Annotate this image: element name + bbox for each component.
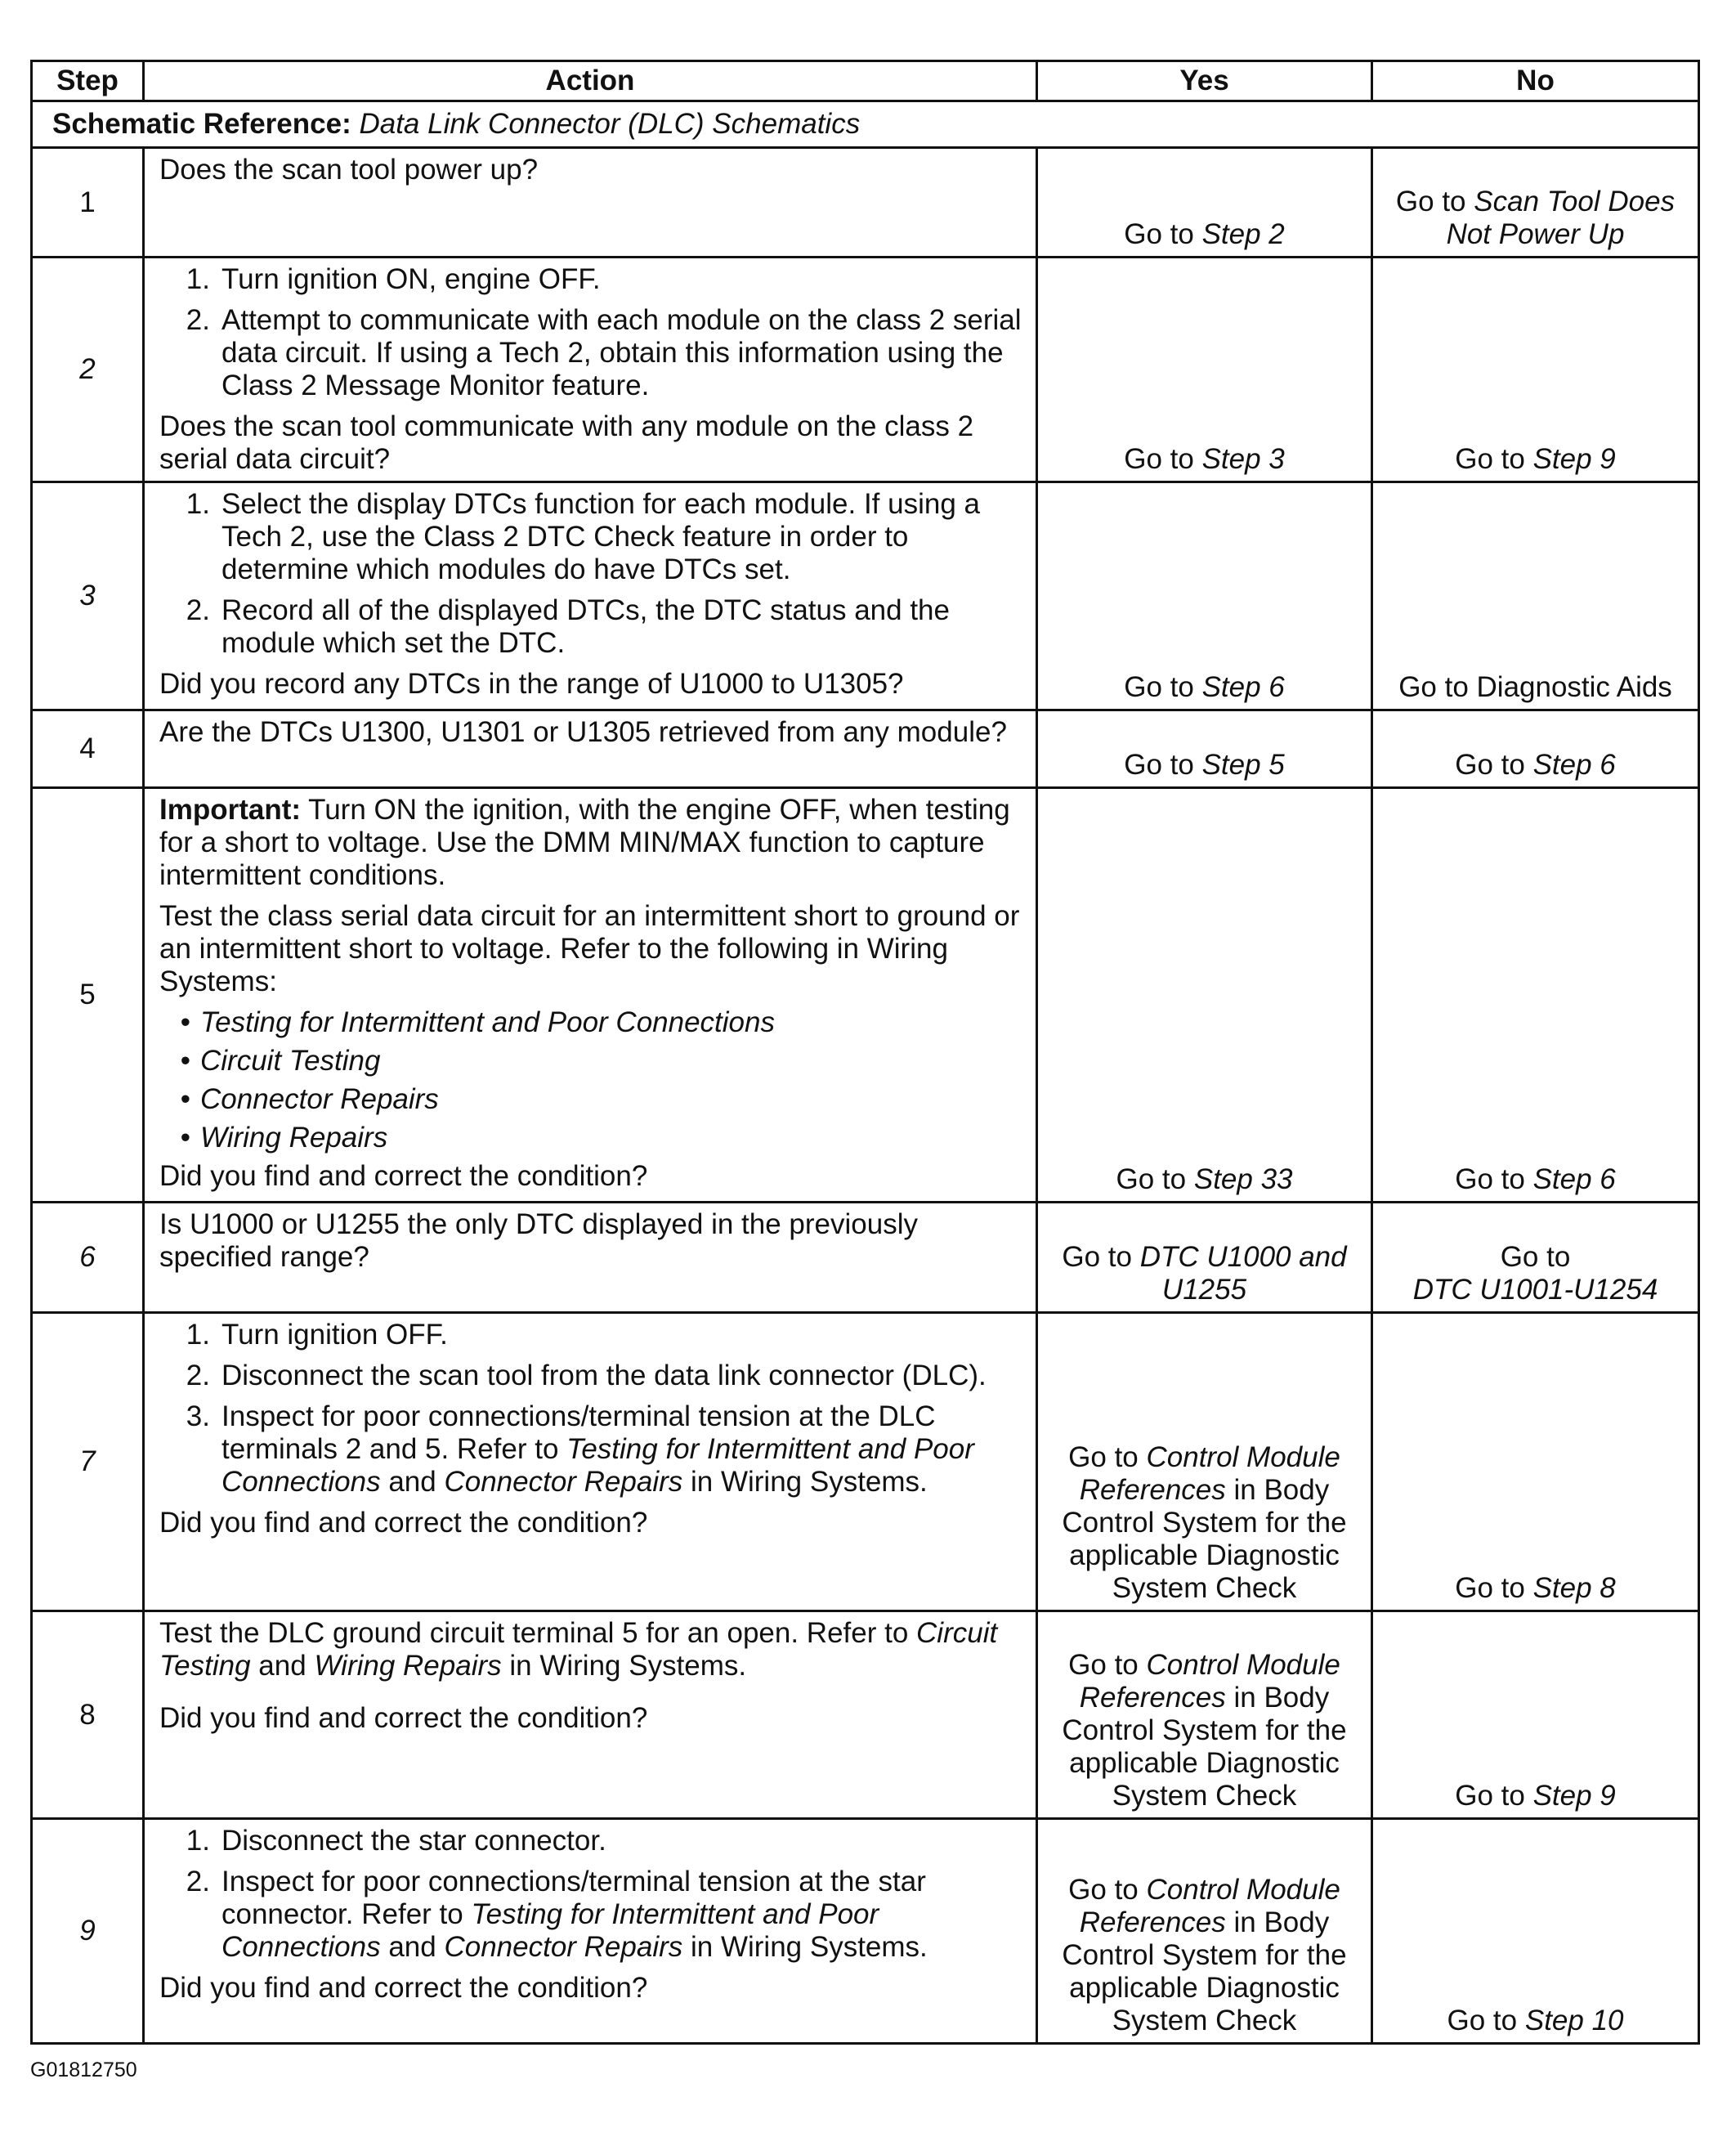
table-row	[32, 1819, 1699, 2044]
header-yes: Yes	[1037, 61, 1372, 101]
yes-link[interactable]: DTC U1000 and U1255	[1139, 1241, 1347, 1306]
test-instruction: Test the class serial data circuit for an intermittent short to ground or an intermittent short to voltage. Refer to the following in Wiring Systems:	[159, 900, 1020, 997]
yes-link[interactable]: Control Module References	[1079, 1441, 1340, 1506]
yes-link[interactable]: Step 2	[1201, 218, 1285, 250]
step-number: 8	[32, 1611, 144, 1819]
step-number: 6	[32, 1203, 144, 1313]
no-link[interactable]: DTC U1001-U1254	[1412, 1274, 1658, 1306]
action-cell	[144, 1313, 1037, 1611]
no-link[interactable]: Step 6	[1532, 749, 1616, 781]
yes-cell: Go to Step 33	[1037, 788, 1372, 1203]
header-no: No	[1372, 61, 1699, 101]
diagnostic-table	[30, 60, 1700, 2045]
diagnostic-table-container	[30, 60, 1698, 2045]
action-cell	[144, 1203, 1037, 1313]
test-instruction: Test the DLC ground circuit terminal 5 for an open. Refer to Circuit Testing and Wiring Repairs in Wiring Systems.	[159, 1617, 998, 1682]
schematic-reference-label: Schematic Reference:	[52, 108, 351, 140]
reference-link[interactable]: Testing for Intermittent and Poor Connections	[221, 1898, 879, 1963]
question: Did you find and correct the condition?	[159, 1702, 648, 1734]
schematic-reference-row	[32, 101, 1699, 148]
action-cell	[144, 1611, 1037, 1819]
table-row	[32, 788, 1699, 1203]
no-link[interactable]: Step 9	[1532, 443, 1616, 475]
no-cell: Go to Step 9	[1372, 258, 1699, 482]
table-row	[32, 1203, 1699, 1313]
table-row	[32, 1611, 1699, 1819]
no-cell: Go to Step 9	[1372, 1611, 1699, 1819]
reference-list	[159, 1006, 1024, 1154]
step-number: 1	[32, 148, 144, 258]
no-cell: Go to Scan Tool Does Not Power Up	[1372, 148, 1699, 258]
yes-link[interactable]: Step 33	[1193, 1163, 1293, 1195]
yes-cell: Go to Step 3	[1037, 258, 1372, 482]
table-row	[32, 710, 1699, 788]
no-link[interactable]: Step 9	[1532, 1780, 1616, 1812]
question: Does the scan tool communicate with any module on the class 2 serial data circuit?	[159, 410, 974, 475]
question: Does the scan tool power up?	[159, 154, 539, 186]
question: Are the DTCs U1300, U1301 or U1305 retrieved from any module?	[159, 716, 1007, 748]
action-cell	[144, 710, 1037, 788]
yes-link[interactable]: Step 6	[1201, 671, 1285, 703]
step-number: 2	[32, 258, 144, 482]
list-item: 1. Turn ignition ON, engine OFF.	[186, 263, 601, 295]
header-action: Action	[144, 61, 1037, 101]
schematic-reference-link[interactable]: Data Link Connector (DLC) Schematics	[359, 108, 861, 140]
list-item[interactable]: • Wiring Repairs	[180, 1122, 388, 1154]
action-cell	[144, 148, 1037, 258]
no-cell: Go to DTC U1001-U1254	[1372, 1203, 1699, 1313]
yes-cell: Go to Control Module References in Body Control System for the applicable Diagnostic System Check	[1037, 1611, 1372, 1819]
substep-list	[159, 488, 1024, 660]
no-link[interactable]: Go to Diagnostic Aids	[1398, 671, 1672, 703]
important-note: Important: Turn ON the ignition, with the engine OFF, when testing for a short to voltage. Use the DMM MIN/MAX function to capture intermittent conditions.	[159, 794, 1010, 891]
yes-cell: Go to Step 6	[1037, 482, 1372, 710]
no-link[interactable]: Scan Tool Does Not Power Up	[1446, 186, 1676, 250]
substep-list	[159, 1319, 1024, 1499]
no-cell: Go to Step 10	[1372, 1819, 1699, 2044]
no-link[interactable]: Step 6	[1532, 1163, 1616, 1195]
schematic-reference	[32, 101, 1699, 148]
table-row	[32, 1313, 1699, 1611]
yes-link[interactable]: Step 5	[1201, 749, 1285, 781]
header-step: Step	[32, 61, 144, 101]
figure-id: G01812750	[30, 2059, 137, 2081]
step-number: 7	[32, 1313, 144, 1611]
yes-cell: Go to Control Module References in Body Control System for the applicable Diagnostic System Check	[1037, 1313, 1372, 1611]
table-row	[32, 482, 1699, 710]
reference-link[interactable]: Wiring Repairs	[314, 1650, 502, 1682]
yes-link[interactable]: Step 3	[1201, 443, 1285, 475]
list-item: 2. Disconnect the scan tool from the data link connector (DLC).	[186, 1360, 987, 1391]
table-row	[32, 148, 1699, 258]
no-link[interactable]: Step 8	[1532, 1572, 1616, 1604]
no-cell	[1372, 482, 1699, 710]
yes-cell: Go to Control Module References in Body Control System for the applicable Diagnostic System Check	[1037, 1819, 1372, 2044]
action-cell	[144, 258, 1037, 482]
reference-link[interactable]: Connector Repairs	[444, 1931, 683, 1963]
question: Is U1000 or U1255 the only DTC displayed in the previously specified range?	[159, 1208, 918, 1273]
action-cell	[144, 1819, 1037, 2044]
step-number: 5	[32, 788, 144, 1203]
header-row	[32, 61, 1699, 101]
question: Did you find and correct the condition?	[159, 1972, 648, 2004]
yes-cell: Go to Step 2	[1037, 148, 1372, 258]
list-item[interactable]: • Testing for Intermittent and Poor Connections	[180, 1006, 775, 1038]
no-cell: Go to Step 6	[1372, 788, 1699, 1203]
step-number: 3	[32, 482, 144, 710]
yes-link[interactable]: Control Module References	[1079, 1874, 1340, 1938]
reference-link[interactable]: Circuit Testing	[159, 1617, 998, 1682]
no-link[interactable]: Step 10	[1524, 2005, 1624, 2036]
list-item[interactable]: • Connector Repairs	[180, 1083, 439, 1115]
question: Did you find and correct the condition?	[159, 1160, 648, 1192]
action-cell	[144, 482, 1037, 710]
list-item: 3. Inspect for poor connections/terminal tension at the DLC terminals 2 and 5. Refer to Testing for Intermittent and Poor Connections and Connector Repairs in Wiring Systems.	[186, 1400, 974, 1498]
step-number: 9	[32, 1819, 144, 2044]
substep-list	[159, 263, 1024, 402]
list-item: 1. Turn ignition OFF.	[186, 1319, 448, 1351]
list-item: 2. Inspect for poor connections/terminal tension at the star connector. Refer to Testing for Intermittent and Poor Connections and Connector Repairs in Wiring Systems.	[186, 1866, 928, 1963]
substep-list	[159, 1825, 1024, 1964]
question: Did you record any DTCs in the range of U1000 to U1305?	[159, 668, 904, 700]
reference-link[interactable]: Testing for Intermittent and Poor Connections	[221, 1433, 974, 1498]
list-item: 1. Disconnect the star connector.	[186, 1825, 606, 1857]
action-cell	[144, 788, 1037, 1203]
table-row	[32, 258, 1699, 482]
no-cell: Go to Step 8	[1372, 1313, 1699, 1611]
list-item: 2. Attempt to communicate with each module on the class 2 serial data circuit. If using a Tech 2, obtain this information using the Class 2 Message Monitor feature.	[186, 304, 1022, 401]
yes-link[interactable]: Control Module References	[1079, 1649, 1340, 1714]
step-number: 4	[32, 710, 144, 788]
no-cell: Go to Step 6	[1372, 710, 1699, 788]
yes-cell: Go to DTC U1000 and U1255	[1037, 1203, 1372, 1313]
reference-link[interactable]: Connector Repairs	[444, 1466, 683, 1498]
list-item: 2. Record all of the displayed DTCs, the DTC status and the module which set the DTC.	[186, 594, 950, 659]
list-item[interactable]: • Circuit Testing	[180, 1045, 381, 1077]
list-item: 1. Select the display DTCs function for each module. If using a Tech 2, use the Class 2 DTC Check feature in order to determine which modules do have DTCs set.	[186, 488, 980, 585]
yes-cell: Go to Step 5	[1037, 710, 1372, 788]
question: Did you find and correct the condition?	[159, 1507, 648, 1539]
